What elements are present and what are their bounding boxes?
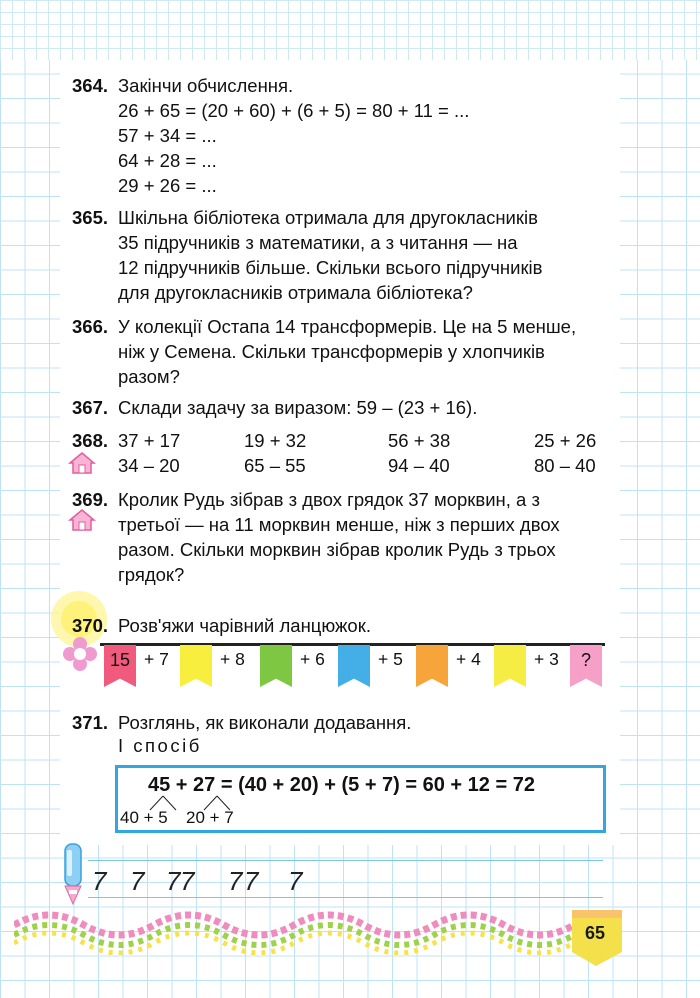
expression: 34 – 20	[118, 455, 180, 476]
handwritten-seven: 7	[166, 866, 181, 896]
pen-icon	[56, 838, 90, 908]
chain-start-value: 15	[109, 650, 131, 670]
task-364	[72, 73, 469, 198]
task-text-line: ніж у Семена. Скільки трансформерів у хлопчиків	[118, 341, 545, 362]
task-number: 368.	[72, 430, 109, 451]
task-text-line: 12 підручників більше. Скільки всього підручників	[118, 257, 543, 278]
task-number: 364.	[72, 75, 109, 96]
handwritten-seven: 7	[180, 866, 195, 896]
task-number: 367.	[72, 397, 109, 418]
task-369	[72, 487, 612, 587]
chain-operation: + 4	[456, 649, 481, 669]
chain-operation: + 5	[378, 649, 403, 669]
task-number: 370.	[72, 615, 109, 636]
task-366	[72, 314, 612, 389]
expression: 80 – 40	[534, 455, 596, 476]
calc-line: 29 + 26 = ...	[118, 175, 217, 196]
homework-house-icon	[68, 451, 96, 475]
task-367	[72, 395, 477, 420]
task-371	[72, 710, 411, 735]
method-heading: І спосіб	[118, 735, 202, 756]
chain-end-value: ?	[580, 650, 591, 670]
task-370	[72, 613, 371, 638]
task-text-line: третьої — на 11 морквин менше, ніж з перших двох	[118, 514, 560, 535]
handwritten-seven: 7	[130, 866, 145, 896]
task-title: Розв'яжи чарівний ланцюжок.	[118, 615, 371, 636]
calc-line: 57 + 34 = ...	[118, 125, 217, 146]
addition-equation: 45 + 27 = (40 + 20) + (5 + 7) = 60 + 12 = 72	[148, 774, 535, 796]
page-number: 65	[584, 923, 606, 943]
handwritten-seven: 7	[228, 866, 243, 896]
task-text-line: для другокласників отримала бібліотека?	[118, 282, 473, 303]
task-368-number	[72, 428, 118, 453]
task-title: Закінчи обчислення.	[118, 75, 294, 96]
handwritten-seven: 7	[244, 866, 259, 896]
task-text-line: Кролик Рудь зібрав з двох грядок 37 морквин, а з	[118, 489, 540, 510]
task-number: 371.	[72, 712, 109, 733]
split-first-number: 40 + 5	[120, 808, 168, 827]
calc-line: 64 + 28 = ...	[118, 150, 217, 171]
task-365	[72, 205, 612, 305]
task-text-line: 35 підручників з математики, а з читання — на	[118, 232, 518, 253]
task-number: 365.	[72, 207, 109, 228]
expression: 94 – 40	[388, 455, 450, 476]
calc-line: 26 + 65 = (20 + 60) + (6 + 5) = 80 + 11 = ...	[118, 100, 470, 121]
chain-operation: + 6	[300, 649, 325, 669]
homework-house-icon	[68, 508, 96, 532]
chain-operation: + 7	[144, 649, 169, 669]
expression: 56 + 38	[388, 430, 451, 451]
solution-box	[115, 765, 606, 833]
decorative-wave-border	[14, 905, 584, 955]
expression: 25 + 26	[534, 430, 597, 451]
task-text-line: грядок?	[118, 564, 185, 585]
split-second-number: 20 + 7	[186, 808, 234, 827]
expression: 19 + 32	[244, 430, 307, 451]
handwritten-seven: 7	[92, 866, 107, 896]
task-text-line: разом. Скільки морквин зібрав кролик Рудь з трьох	[118, 539, 556, 560]
task-number: 366.	[72, 316, 109, 337]
top-grid-band	[0, 0, 700, 60]
task-text-line: Шкільна бібліотека отримала для другокласників	[118, 207, 538, 228]
expression: 65 – 55	[244, 455, 306, 476]
expression: 37 + 17	[118, 430, 181, 451]
task-text: Склади задачу за виразом: 59 – (23 + 16).	[118, 397, 478, 418]
task-text-line: У колекції Остапа 14 трансформерів. Це на 5 менше,	[118, 316, 577, 337]
flower-icon	[62, 636, 98, 672]
chain-operation: + 8	[220, 649, 245, 669]
task-number: 369.	[72, 489, 109, 510]
task-text-line: разом?	[118, 366, 180, 387]
handwritten-seven: 7	[288, 866, 303, 896]
task-title: Розглянь, як виконали додавання.	[118, 712, 412, 733]
chain-operation: + 3	[534, 649, 559, 669]
